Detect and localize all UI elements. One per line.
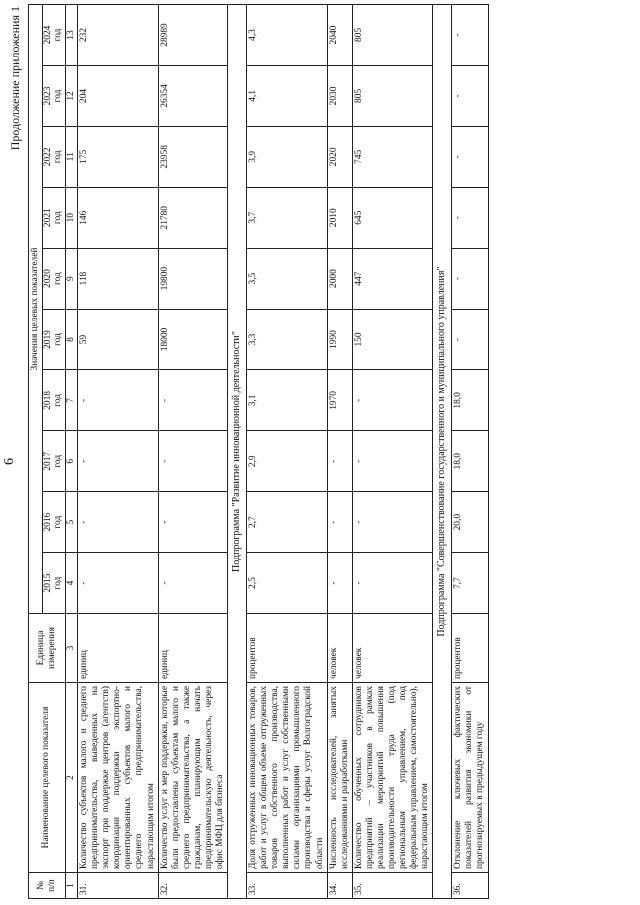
indicator-value: -: [327, 492, 352, 553]
column-number: 9: [65, 248, 77, 309]
indicator-value: -: [158, 492, 228, 553]
table-row: [327, 5, 352, 899]
indicator-value: 175: [77, 126, 158, 187]
table-row: [158, 5, 228, 899]
indicator-value: 4,1: [246, 65, 327, 126]
column-number: 2: [65, 683, 77, 873]
indicator-value: 805: [352, 65, 433, 126]
column-number: 6: [65, 431, 77, 492]
indicator-value: 2040: [327, 5, 352, 66]
table-row: [452, 5, 488, 899]
header-unit: Единица измерения: [29, 614, 66, 683]
indicator-unit: человек: [327, 614, 352, 683]
indicator-value: 1970: [327, 370, 352, 431]
indicator-value: 3,7: [246, 187, 327, 248]
indicator-value: 26354: [158, 65, 228, 126]
header-year: 2017 год: [43, 431, 66, 492]
indicator-value: -: [452, 187, 488, 248]
indicator-value: -: [452, 126, 488, 187]
indicator-value: 745: [352, 126, 433, 187]
column-number: 1: [65, 873, 77, 899]
indicator-value: -: [452, 248, 488, 309]
indicator-value: 2,9: [246, 431, 327, 492]
indicator-value: 2020: [327, 126, 352, 187]
column-number: 4: [65, 553, 77, 614]
indicator-value: 3,9: [246, 126, 327, 187]
indicator-value: 232: [77, 5, 158, 66]
row-number: 32.: [158, 873, 228, 899]
header-year: 2020 год: [43, 248, 66, 309]
table-row: [77, 5, 158, 899]
row-number: 35.: [352, 873, 433, 899]
header-values-group: Значения целевых показателей: [29, 5, 43, 614]
indicator-name: Численность исследователей, занятых исследованиями и разработками: [327, 683, 352, 873]
indicator-value: 28989: [158, 5, 228, 66]
indicator-value: -: [77, 492, 158, 553]
indicator-value: 118: [77, 248, 158, 309]
indicator-value: -: [77, 553, 158, 614]
header-name: Наименование целевого показателя: [29, 683, 66, 873]
indicator-unit: человек: [352, 614, 433, 683]
subprogram-title: Подпрограмма "Совершенствование государственного и муниципального управления": [433, 5, 452, 899]
column-number: 7: [65, 370, 77, 431]
header-year: 2018 год: [43, 370, 66, 431]
indicator-value: -: [352, 431, 433, 492]
indicator-value: -: [352, 370, 433, 431]
indicator-value: 150: [352, 309, 433, 370]
indicator-value: -: [158, 553, 228, 614]
indicator-value: 3,1: [246, 370, 327, 431]
row-number: 33.: [246, 873, 327, 899]
header-year: 2016 год: [43, 492, 66, 553]
indicator-value: 21780: [158, 187, 228, 248]
header-year: 2022 год: [43, 126, 66, 187]
indicator-value: -: [352, 492, 433, 553]
indicator-unit: единиц: [158, 614, 228, 683]
indicator-value: 2,5: [246, 553, 327, 614]
indicator-name: Количество обученных сотрудников предприятий – участников в рамках реализации мероприятий повышения производительности труда (под региональным управлением, под федеральным управлением, самостоятельно), нарастающим итогом: [352, 683, 433, 873]
column-number: 8: [65, 309, 77, 370]
table-body: [77, 5, 488, 899]
indicator-unit: процентов: [452, 614, 488, 683]
indicator-value: -: [452, 309, 488, 370]
indicator-value: -: [77, 431, 158, 492]
subprogram-row: [433, 5, 452, 899]
table-row: [352, 5, 433, 899]
row-number: 34.: [327, 873, 352, 899]
indicator-value: 59: [77, 309, 158, 370]
indicators-table: [28, 4, 489, 899]
column-number: 13: [65, 5, 77, 66]
page-number: 6: [2, 458, 17, 465]
indicator-name: Количество субъектов малого и среднего предпринимательства, выведенных на экспорт при поддержке центров (агентств) координации поддержки экспортно-ориентированных субъектов малого и среднего предпринимательства, нарастающим итогом: [77, 683, 158, 873]
indicator-value: 3,5: [246, 248, 327, 309]
indicator-name: Отклонение ключевых фактических показателей развития экономики от прогнозируемых в предыдущем году: [452, 683, 488, 873]
indicator-value: 18,0: [452, 431, 488, 492]
indicator-value: 447: [352, 248, 433, 309]
indicator-value: -: [452, 65, 488, 126]
indicator-value: 20,0: [452, 492, 488, 553]
indicator-value: 645: [352, 187, 433, 248]
indicator-value: 146: [77, 187, 158, 248]
column-number: 10: [65, 187, 77, 248]
header-year: 2021 год: [43, 187, 66, 248]
column-number: 12: [65, 65, 77, 126]
indicator-value: -: [352, 553, 433, 614]
indicator-value: 2030: [327, 65, 352, 126]
column-numbers-row: [65, 5, 77, 899]
row-number: 36.: [452, 873, 488, 899]
indicator-value: 204: [77, 65, 158, 126]
indicator-value: -: [327, 431, 352, 492]
indicator-name: Количество услуг и мер поддержки, которые были предоставлены субъектам малого и среднего предпринимательства, а также гражданам, планирующим начать предпринимательскую деятельность, через офис МФЦ для бизнеса: [158, 683, 228, 873]
indicator-value: 2000: [327, 248, 352, 309]
indicator-value: 2010: [327, 187, 352, 248]
header-year: 2024 год: [43, 5, 66, 66]
indicator-value: -: [158, 431, 228, 492]
column-number: 11: [65, 126, 77, 187]
indicator-value: 805: [352, 5, 433, 66]
indicator-value: -: [77, 370, 158, 431]
column-number: 5: [65, 492, 77, 553]
indicator-unit: процентов: [246, 614, 327, 683]
indicator-name: Доля отгруженных инновационных товаров, работ и услуг в общем объеме отгруженных товаров собственного производства, выполненных работ и услуг собственными силами организациями промышленного производства и сферы услуг Волгоградской области: [246, 683, 327, 873]
indicator-value: 2,7: [246, 492, 327, 553]
indicator-value: -: [158, 370, 228, 431]
indicator-value: 3,3: [246, 309, 327, 370]
indicator-value: 18,0: [452, 370, 488, 431]
column-number: 3: [65, 614, 77, 683]
subprogram-row: [228, 5, 247, 899]
subprogram-title: Подпрограмма "Развитие инновационной деятельности": [228, 5, 247, 899]
indicator-value: 18000: [158, 309, 228, 370]
indicator-value: -: [452, 5, 488, 66]
continuation-label: Продолжение приложения 1: [8, 6, 22, 151]
table-row: [246, 5, 327, 899]
indicator-value: 1990: [327, 309, 352, 370]
indicator-value: 23958: [158, 126, 228, 187]
indicator-value: 4,3: [246, 5, 327, 66]
indicator-value: -: [327, 553, 352, 614]
header-year: 2023 год: [43, 65, 66, 126]
indicator-value: 19800: [158, 248, 228, 309]
header-no: № п/п: [29, 873, 66, 899]
row-number: 31.: [77, 873, 158, 899]
indicator-value: 7,7: [452, 553, 488, 614]
indicator-unit: единиц: [77, 614, 158, 683]
header-year: 2015 год: [43, 553, 66, 614]
header-year: 2019 год: [43, 309, 66, 370]
